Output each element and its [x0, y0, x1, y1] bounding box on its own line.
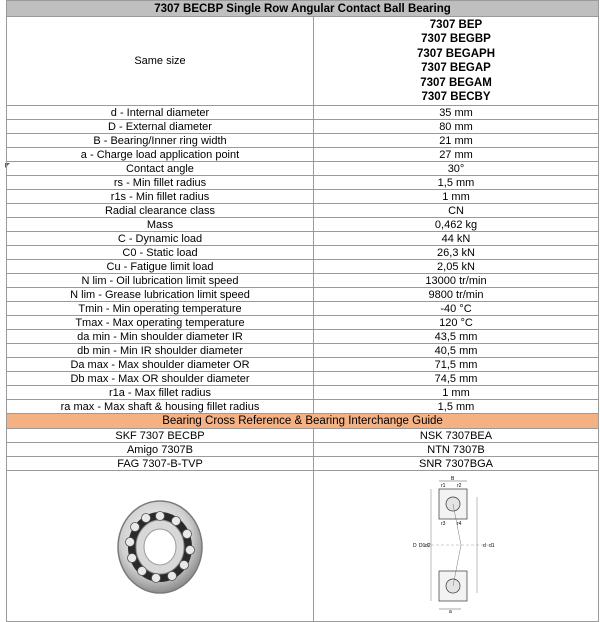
same-size-item: 7307 BEGAM: [420, 76, 492, 89]
label-d2: d2: [425, 542, 431, 549]
spec-value[interactable]: 71,5 mm: [314, 358, 599, 372]
spec-row: [7, 162, 599, 176]
same-size-label[interactable]: Same size: [7, 17, 314, 106]
label-r2: r2: [457, 482, 462, 489]
spec-value[interactable]: 27 mm: [314, 148, 599, 162]
spec-value[interactable]: 80 mm: [314, 120, 599, 134]
spec-value[interactable]: 120 °C: [314, 316, 599, 330]
spec-label[interactable]: r1a - Max fillet radius: [7, 386, 314, 400]
same-size-item: 7307 BEGBP: [421, 33, 491, 45]
cross-ref-row: [7, 457, 599, 471]
spec-value[interactable]: 9800 tr/min: [314, 288, 599, 302]
spec-row: [7, 134, 599, 148]
spec-row: [7, 190, 599, 204]
label-r4: r4: [457, 520, 462, 527]
image-row: [7, 471, 599, 622]
spec-label[interactable]: C0 - Static load: [7, 246, 314, 260]
same-size-row: [7, 17, 599, 106]
spec-value[interactable]: 26,3 kN: [314, 246, 599, 260]
label-d1: d1: [489, 542, 495, 549]
label-d: d: [483, 542, 486, 549]
spec-label[interactable]: B - Bearing/Inner ring width: [7, 134, 314, 148]
spec-label[interactable]: db min - Min IR shoulder diameter: [7, 344, 314, 358]
same-size-item: 7307 BEGAP: [421, 62, 491, 74]
spec-label[interactable]: Da max - Max shoulder diameter OR: [7, 358, 314, 372]
label-D1: D1: [419, 542, 426, 549]
spec-row: [7, 176, 599, 190]
bearing-cross-section-drawing: [391, 475, 521, 615]
spec-label[interactable]: Contact angle: [7, 162, 314, 176]
spec-label[interactable]: d - Internal diameter: [7, 106, 314, 120]
spec-row: [7, 232, 599, 246]
spec-row: [7, 372, 599, 386]
label-r1: r1: [441, 482, 446, 489]
spec-label[interactable]: Db max - Max OR shoulder diameter: [7, 372, 314, 386]
spec-value[interactable]: CN: [314, 204, 599, 218]
spec-value[interactable]: 30°: [314, 162, 599, 176]
spec-value[interactable]: 1,5 mm: [314, 400, 599, 414]
spec-value[interactable]: 44 kN: [314, 232, 599, 246]
spec-row: [7, 218, 599, 232]
spec-value[interactable]: 43,5 mm: [314, 330, 599, 344]
spec-value[interactable]: 1 mm: [314, 190, 599, 204]
bearing-photo-cell[interactable]: [7, 471, 314, 622]
spec-row: [7, 316, 599, 330]
cross-ref-right[interactable]: NTN 7307B: [314, 443, 599, 457]
spec-label[interactable]: Tmax - Max operating temperature: [7, 316, 314, 330]
spec-label[interactable]: da min - Min shoulder diameter IR: [7, 330, 314, 344]
spec-value[interactable]: -40 °C: [314, 302, 599, 316]
spec-table: [6, 0, 599, 622]
spec-value[interactable]: 1,5 mm: [314, 176, 599, 190]
spec-value[interactable]: 13000 tr/min: [314, 274, 599, 288]
cross-ref-row: [7, 429, 599, 443]
spec-label[interactable]: rs - Min fillet radius: [7, 176, 314, 190]
spec-row: [7, 330, 599, 344]
title-row: [7, 1, 599, 17]
spec-row: [7, 302, 599, 316]
same-size-item: 7307 BEP: [429, 18, 483, 31]
label-r3: r3: [441, 520, 446, 527]
same-size-list[interactable]: [314, 17, 599, 106]
spec-label[interactable]: Tmin - Min operating temperature: [7, 302, 314, 316]
cross-ref-heading-row: [7, 414, 599, 429]
cross-ref-right[interactable]: SNR 7307BGA: [314, 457, 599, 471]
spec-row: [7, 344, 599, 358]
cross-ref-row: [7, 443, 599, 457]
spec-row: [7, 288, 599, 302]
spec-label[interactable]: Radial clearance class: [7, 204, 314, 218]
spec-label[interactable]: D - External diameter: [7, 120, 314, 134]
spec-row: [7, 274, 599, 288]
spec-row: [7, 148, 599, 162]
spec-label[interactable]: ra max - Max shaft & housing fillet radius: [7, 400, 314, 414]
cross-ref-heading[interactable]: Bearing Cross Reference & Bearing Interchange Guide: [7, 414, 599, 429]
spec-label[interactable]: N lim - Grease lubrication limit speed: [7, 288, 314, 302]
spec-value[interactable]: 35 mm: [314, 106, 599, 120]
spec-row: [7, 400, 599, 414]
spec-value[interactable]: 40,5 mm: [314, 344, 599, 358]
bearing-photo-icon: [100, 480, 220, 610]
spec-value[interactable]: 2,05 kN: [314, 260, 599, 274]
label-B: B: [451, 475, 455, 482]
cross-ref-left[interactable]: SKF 7307 BECBP: [7, 429, 314, 443]
bearing-drawing-cell[interactable]: [314, 471, 599, 622]
label-a: a: [449, 608, 452, 615]
spec-label[interactable]: Cu - Fatigue limit load: [7, 260, 314, 274]
spec-row: [7, 120, 599, 134]
label-D: D: [413, 542, 417, 549]
spec-row: [7, 204, 599, 218]
spec-label[interactable]: C - Dynamic load: [7, 232, 314, 246]
cross-ref-left[interactable]: Amigo 7307B: [7, 443, 314, 457]
spec-row: [7, 260, 599, 274]
sheet-title[interactable]: 7307 BECBP Single Row Angular Contact Ball Bearing: [7, 1, 599, 17]
spec-value[interactable]: 74,5 mm: [314, 372, 599, 386]
spec-value[interactable]: 0,462 kg: [314, 218, 599, 232]
spec-value[interactable]: 1 mm: [314, 386, 599, 400]
spec-row: [7, 386, 599, 400]
same-size-item: 7307 BECBY: [421, 91, 491, 103]
same-size-item: 7307 BEGAPH: [417, 47, 495, 60]
spec-sheet: [6, 0, 598, 622]
spec-label[interactable]: N lim - Oil lubrication limit speed: [7, 274, 314, 288]
cross-ref-right[interactable]: NSK 7307BEA: [314, 429, 599, 443]
spec-label[interactable]: Mass: [7, 218, 314, 232]
spec-value[interactable]: 21 mm: [314, 134, 599, 148]
spec-label[interactable]: a - Charge load application point: [7, 148, 314, 162]
spec-row: [7, 358, 599, 372]
cross-ref-left[interactable]: FAG 7307-B-TVP: [7, 457, 314, 471]
spec-row: [7, 246, 599, 260]
spec-row: [7, 106, 599, 120]
spec-label[interactable]: r1s - Min fillet radius: [7, 190, 314, 204]
